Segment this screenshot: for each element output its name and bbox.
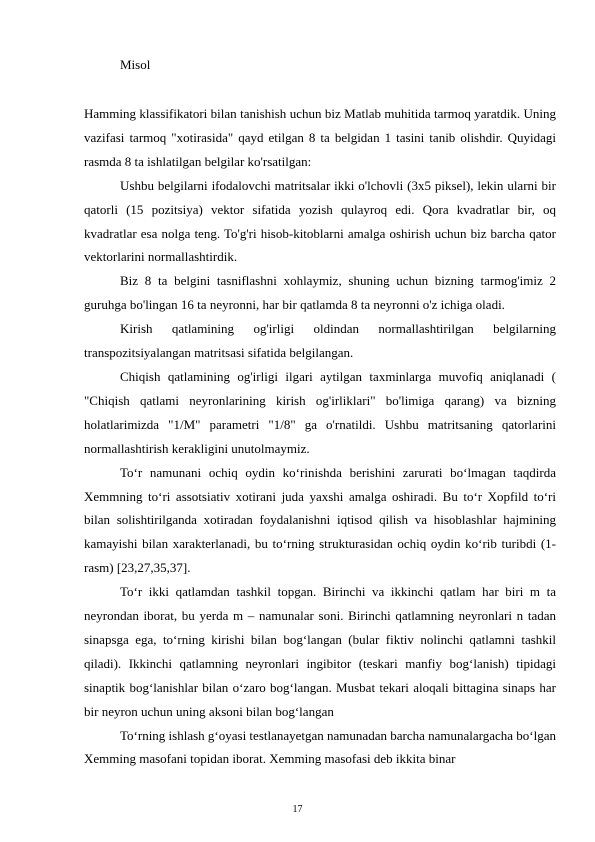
paragraph-7: To‘r ikki qatlamdan tashkil topgan. Birinchi va ikkinchi qatlam har biri m ta neyrondan iborat, bu yerda m – namunalar soni. Birinchi qatlamning neyronlari n tadan sinapsga ega, to‘rning kirishi bilan bog‘langan (bular fiktiv nolinchi qatlamni tashkil qiladi). Ikkinchi qatlamning neyronlari ingibitor (teskari manfiy bog‘lanish) tipidagi sinaptik bog‘lanishlar bilan o‘zaro bog‘langan. Musbat tekari aloqali bittagina sinaps har bir neyron uchun uning aksoni bilan bog‘langan bbox=[84, 584, 556, 719]
paragraph-8: To‘rning ishlash g‘oyasi testlanayetgan namunadan barcha namunalargacha bo‘lgan Xemming masofani topidan iborat. Xemming masofasi deb ikkita binar bbox=[84, 727, 557, 767]
paragraph-5: Chiqish qatlamining og'irligi ilgari aytilgan taxminlarga muvofiq aniqlanadi ( "Chiqish qatlami neyronlarining kirish og'irliklari" bo'limiga qarang) va bizning holatlarimizda "1/M" parametri "1/8" ga o'rnatildi. Ushbu matritsaning qatorlarini normallashtirish kerakligini unutolmaymiz. bbox=[84, 368, 556, 456]
document-page bbox=[84, 56, 556, 771]
section-heading: Misol bbox=[120, 57, 151, 72]
page-number: 17 bbox=[292, 804, 303, 815]
paragraph-3: Biz 8 ta belgini tasniflashni xohlaymiz, shuning uchun bizning tarmog'imiz 2 guruhga bo'lingan 16 ta neyronni, har bir qatlamda 8 ta neyronni o'z ichiga oladi. bbox=[84, 273, 556, 313]
spacer bbox=[84, 74, 556, 102]
paragraph-4: Kirish qatlamining og'irligi oldindan normallashtirilgan belgilarning transpozitsiyalangan matritsasi sifatida belgilangan. bbox=[84, 321, 556, 361]
paragraph-6: To‘r namunani ochiq oydin ko‘rinishda berishini zarurati bo‘lmagan taqdirda Xemmning to‘ri assotsiativ xotirani juda yaxshi amalga oshiradi. Bu to‘r Xopfild to‘ri bilan solishtirilganda xotiradan foydalanishni iqtisod qilish va hisoblashlar hajmining kamayishi bilan xarakterlanadi, bu to‘rning strukturasidan ochiq oydin ko‘rib turibdi (1-rasm) [23,27,35,37]. bbox=[84, 464, 556, 576]
paragraph-2: Ushbu belgilarni ifodalovchi matritsalar ikki o'lchovli (3x5 piksel), lekin ularni bir qatorli (15 pozitsiya) vektor sifatida yozish qulayroq edi. Qora kvadratlar bir, oq kvadratlar esa nolga teng. To'g'ri hisob-kitoblarni amalga oshirish uchun biz barcha qator vektorlarini normallashtirdik. bbox=[84, 177, 556, 265]
paragraph-1: Hamming klassifikatori bilan tanishish uchun biz Matlab muhitida tarmoq yaratdik. Uning vazifasi tarmoq "xotirasida" qayd etilgan 8 ta belgidan 1 tasini tanib olishdir. Quyidagi rasmda 8 ta ishlatilgan belgilar ko'rsatilgan: bbox=[84, 106, 556, 169]
